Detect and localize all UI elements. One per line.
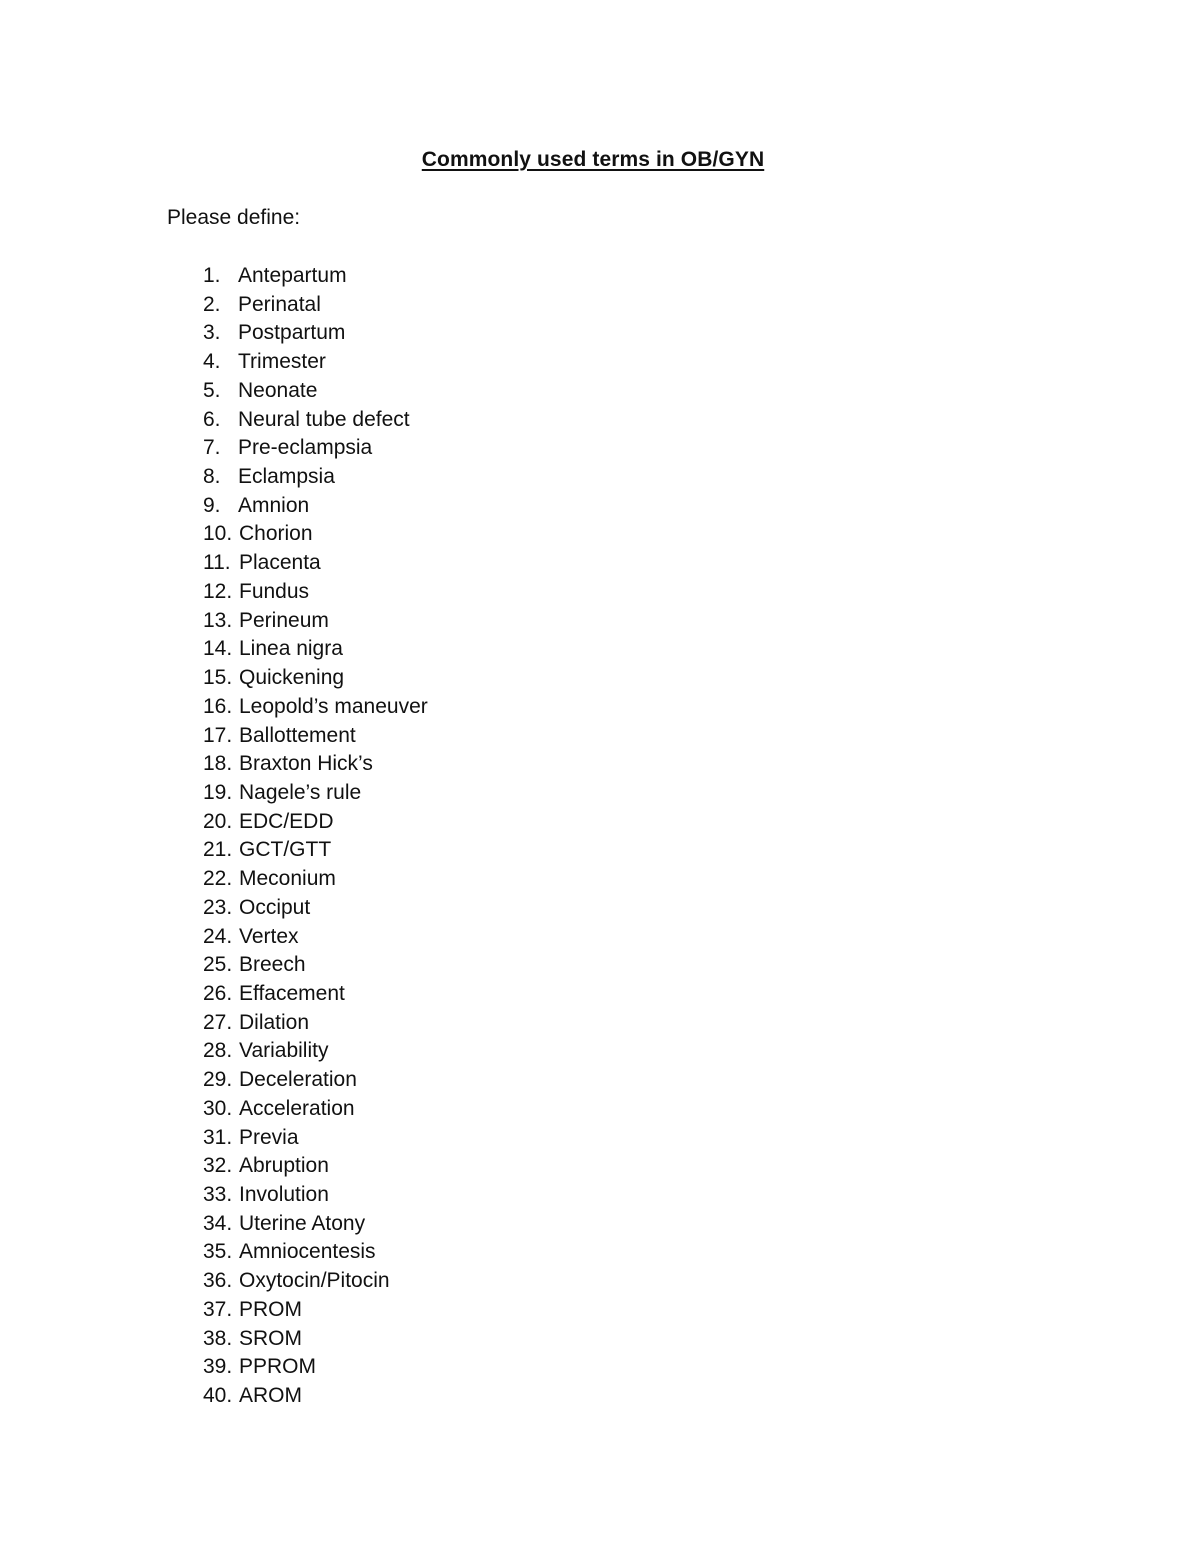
list-item-number: 27.	[203, 1010, 233, 1034]
list-item-term: Acceleration	[239, 1096, 355, 1120]
list-item	[0, 406, 410, 435]
list-item-term: Uterine Atony	[239, 1211, 366, 1235]
list-item-number: 14.	[203, 637, 233, 661]
list-item-number: 9.	[203, 493, 221, 517]
list-item	[0, 1095, 355, 1124]
list-item-term: Linea nigra	[239, 637, 343, 661]
list-item-term: Involution	[239, 1183, 329, 1206]
list-item-number: 38.	[203, 1326, 233, 1350]
list-item-term: Nagele’s rule	[239, 780, 362, 804]
list-item-term: Trimester	[238, 350, 326, 374]
list-item-term: Neonate	[238, 378, 318, 402]
list-item-number: 25.	[203, 953, 233, 977]
list-item-term: Effacement	[239, 981, 345, 1005]
list-item-number: 11.	[203, 551, 231, 575]
list-item-term: Deceleration	[239, 1068, 357, 1092]
list-item-number: 2.	[203, 292, 221, 316]
list-item	[0, 1152, 329, 1181]
list-item-number: 8.	[203, 465, 221, 489]
instruction-text: Please define:	[167, 206, 301, 229]
list-item-term: Antepartum	[238, 264, 347, 287]
list-item-term: Perinatal	[238, 292, 321, 316]
list-item-term: Dilation	[239, 1010, 310, 1034]
list-item	[0, 434, 373, 463]
list-item	[0, 1238, 376, 1267]
list-item-number: 35.	[203, 1240, 233, 1264]
list-item	[0, 291, 321, 320]
list-item-term: Amniocentesis	[239, 1240, 376, 1264]
list-item-number: 16.	[203, 694, 233, 718]
list-item-term: PPROM	[239, 1355, 317, 1379]
list-item-number: 20.	[203, 809, 233, 833]
list-item-term: EDC/EDD	[239, 809, 334, 833]
list-item-number: 33.	[203, 1183, 233, 1206]
list-item	[0, 549, 321, 578]
list-item	[0, 1181, 329, 1210]
list-item-term: SROM	[239, 1326, 302, 1350]
list-item-number: 17.	[203, 723, 233, 747]
list-item-term: AROM	[239, 1384, 302, 1408]
list-item-term: Perineum	[239, 608, 329, 632]
list-item-number: 4.	[203, 350, 221, 374]
list-item-term: Leopold’s maneuver	[239, 694, 428, 718]
list-item	[0, 1296, 302, 1325]
list-item-term: Oxytocin/Pitocin	[239, 1269, 390, 1293]
list-item-term: Occiput	[239, 895, 311, 919]
list-item-term: Neural tube defect	[238, 407, 410, 431]
document-title: Commonly used terms in OB/GYN	[421, 148, 765, 171]
list-item	[0, 578, 310, 607]
list-item	[0, 923, 299, 952]
list-item-term: Chorion	[239, 522, 313, 546]
list-item	[0, 836, 332, 865]
list-item-term: Breech	[239, 953, 306, 977]
list-item-term: Vertex	[239, 924, 299, 948]
list-item-number: 37.	[203, 1297, 233, 1321]
list-item-number: 34.	[203, 1211, 233, 1235]
list-item	[0, 1267, 390, 1296]
list-item	[0, 1037, 329, 1066]
list-item-term: Fundus	[239, 579, 310, 603]
list-item	[0, 1325, 302, 1354]
list-item-term: Quickening	[239, 666, 345, 690]
list-item	[0, 1353, 317, 1382]
list-item	[0, 951, 306, 980]
list-item-term: Abruption	[239, 1154, 329, 1178]
list-item	[0, 377, 318, 406]
list-item	[0, 319, 346, 348]
list-item-term: Pre-eclampsia	[238, 436, 373, 460]
list-item-term: GCT/GTT	[239, 838, 332, 862]
list-item-number: 1.	[203, 264, 221, 287]
list-item	[0, 865, 336, 894]
list-item-number: 23.	[203, 895, 233, 919]
list-item-term: Variability	[239, 1039, 329, 1063]
list-item-number: 5.	[203, 378, 221, 402]
list-item-term: Ballottement	[239, 723, 356, 747]
list-item-number: 19.	[203, 780, 233, 804]
list-item-number: 28.	[203, 1039, 233, 1063]
list-item-number: 24.	[203, 924, 233, 948]
list-item	[0, 980, 345, 1009]
list-item	[0, 492, 310, 521]
list-item	[0, 1124, 299, 1153]
list-item-number: 13.	[203, 608, 233, 632]
list-item-term: PROM	[239, 1297, 302, 1321]
list-item	[0, 664, 345, 693]
list-item	[0, 635, 343, 664]
list-item	[0, 262, 347, 291]
list-item-number: 39.	[203, 1355, 233, 1379]
list-item-number: 7.	[203, 436, 221, 460]
list-item-number: 15.	[203, 666, 233, 690]
list-item-number: 3.	[203, 321, 221, 345]
list-item-number: 26.	[203, 981, 233, 1005]
list-item-number: 12.	[203, 579, 233, 603]
list-item-term: Amnion	[238, 493, 310, 517]
list-item-term: Meconium	[239, 867, 336, 891]
list-item-term: Braxton Hick’s	[239, 752, 373, 776]
list-item	[0, 1066, 357, 1095]
list-item-number: 36.	[203, 1269, 233, 1293]
term-list	[0, 262, 428, 1411]
list-item	[0, 1382, 302, 1411]
list-item	[0, 463, 335, 492]
list-item-term: Eclampsia	[238, 465, 335, 489]
list-item-number: 30.	[203, 1096, 233, 1120]
list-item	[0, 520, 313, 549]
list-item-number: 21.	[203, 838, 233, 862]
list-item-number: 40.	[203, 1384, 233, 1408]
list-item-number: 29.	[203, 1068, 233, 1092]
list-item	[0, 722, 356, 751]
list-item	[0, 779, 362, 808]
list-item-term: Postpartum	[238, 321, 346, 345]
list-item-number: 6.	[203, 407, 221, 431]
list-item	[0, 808, 334, 837]
list-item	[0, 750, 373, 779]
list-item-term: Previa	[239, 1125, 299, 1149]
list-item-number: 31.	[203, 1125, 233, 1149]
list-item	[0, 894, 311, 923]
list-item	[0, 693, 428, 722]
list-item-number: 18.	[203, 752, 233, 776]
list-item-number: 22.	[203, 867, 233, 891]
list-item-number: 32.	[203, 1154, 233, 1178]
list-item	[0, 1009, 310, 1038]
list-item-number: 10.	[203, 522, 233, 546]
list-item-term: Placenta	[239, 551, 321, 575]
list-item	[0, 348, 326, 377]
list-item	[0, 1210, 366, 1239]
list-item	[0, 607, 329, 636]
